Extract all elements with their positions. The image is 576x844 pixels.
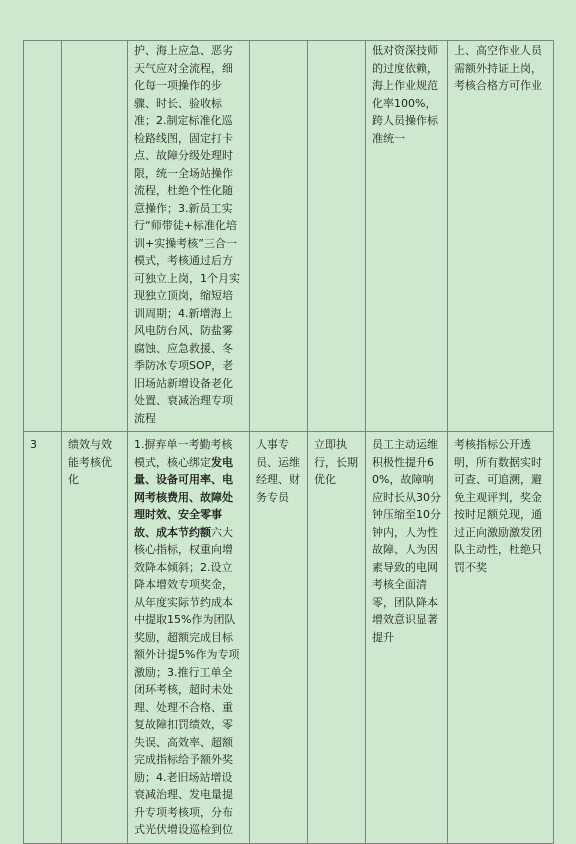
item-cell	[62, 41, 128, 432]
timeline-cell: 立即执行，长期优化	[308, 432, 366, 844]
table-row	[24, 41, 554, 432]
core-metrics-text: 发电量、设备可用率、电网考核费用、故障处理时效、安全零事故、成本节约额	[134, 455, 233, 539]
plan-text-part: 六大核心指标，权重向增效降本倾斜；2.设立降本增效专项奖金，从年度实际节约成本中提取15%作为团队奖励，超额完成目标额外计提5%作为专项激励；3.推行工单全闭环考核，超时未处理、处理不合格、重复故障扣罚绩效，零失误、高效率、超额完成指标给予额外奖励；4.老旧场站增设衰减治理、发电量提升专项考核项，分布式光伏增设巡检到位	[134, 525, 240, 836]
owner-cell: 人事专员、运维经理、财务专员	[250, 432, 308, 844]
timeline-cell	[308, 41, 366, 432]
plan-text-part: 1.摒弃单一考勤考核模式，核心绑定	[134, 438, 233, 469]
row-number-cell	[24, 41, 62, 432]
note-cell: 考核指标公开透明，所有数据实时可查、可追溯，避免主观评判，奖金按时足额兑现，通过正向激励激发团队主动性，杜绝只罚不奖	[448, 432, 554, 844]
plan-cell	[128, 432, 250, 844]
table-row	[24, 432, 554, 844]
plan-cell: 护、海上应急、恶劣天气应对全流程，细化每一项操作的步骤、时长、验收标准；2.制定标准化巡检路线图，固定打卡点、故障分级处理时限，统一全场站操作流程，杜绝个性化随意操作；3.新员工实行“师带徒+标准化培训+实操考核”三合一模式，考核通过后方可独立上岗，1个月实现独立顶岗，缩短培训周期；4.新增海上风电防台风、防盐雾腐蚀、应急救援、冬季防冰专项SOP，老旧场站新增设备老化处置、衰减治理专项流程	[128, 41, 250, 432]
note-cell: 上、高空作业人员需额外持证上岗，考核合格方可作业	[448, 41, 554, 432]
owner-cell	[250, 41, 308, 432]
item-cell: 绩效与效能考核优化	[62, 432, 128, 844]
effect-cell: 员工主动运维积极性提升60%，故障响应时长从30分钟压缩至10分钟内，人为性故障、人为因素导致的电网考核全面清零，团队降本增效意识显著提升	[366, 432, 448, 844]
row-number-cell: 3	[24, 432, 62, 844]
plan-table	[23, 40, 554, 844]
effect-cell: 低对资深技师的过度依赖，海上作业规范化率100%，跨人员操作标准统一	[366, 41, 448, 432]
